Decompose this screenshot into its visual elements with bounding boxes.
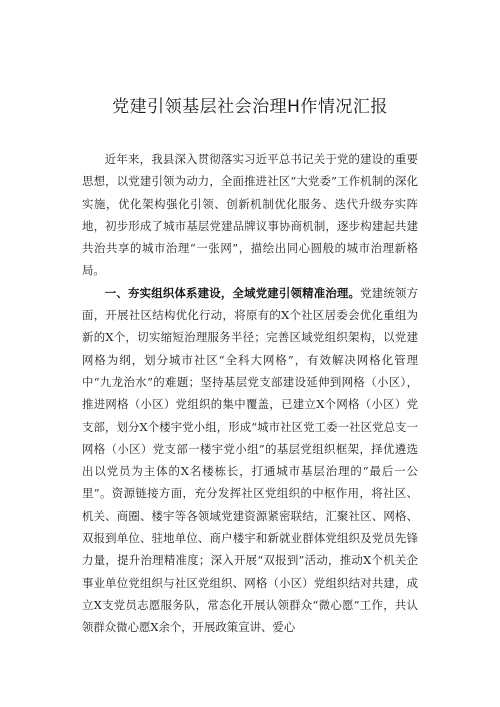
document-body	[82, 148, 418, 639]
section-one-heading: 一、夯实组织体系建设，全域党建引领精准治理。	[104, 285, 361, 300]
section-one-paragraph	[82, 282, 418, 639]
document-title: 党建引领基层社会治理H作情况汇报	[112, 97, 388, 117]
section-one-text: 党建统领方面，开展社区结构优化行动，将原有的X个社区居委会优化重组为新的X个，切实缩短治理服务半径；完善区域党组织架构，以党建网格为纲，划分城市社区“全科大网格”，有效解决网格化管理中“九龙治水”的难题；坚持基层党支部建设延伸到网格（小区），推进网格（小区）党组织的集中覆盖，已建立X个网格（小区）党支部，划分X个楼宇党小组，形成“城市社区党工委一社区党总支一网格（小区）党支部一楼宇党小组”的基层党组织框架，择优遴选出以党员为主体的X名楼栋长，打通城市基层治理的“最后一公里”。资源链接方面，充分发挥社区党组织的中枢作用，将社区、机关、商圈、楼宇等各领域党建资源紧密联结，汇聚社区、网格、双报到单位、驻地单位、商户楼宇和新就业群体党组织及党员先锋力量，提升治理精准度；深入开展“双报到”活动，推动X个机关企事业单位党组织与社区党组织、网格（小区）党组织结对共建，成立X支党员志愿服务队，常态化开展认领群众“微心愿”工作，共认领群众微心愿X余个，开展政策宣讲、爱心	[82, 285, 418, 635]
intro-paragraph: 近年来，我县深入贯彻落实习近平总书记关于党的建设的重要思想，以党建引领为动力，全面推进社区“大党委”工作机制的深化实施，优化架构强化引领、创新机制优化服务、迭代升级夯实阵地，初步形成了城市基层党建品牌议事协商机制，逐步构建起共建共治共享的城市治理“一张网”，描绘出同心圆般的城市治理新格局。	[82, 152, 418, 278]
